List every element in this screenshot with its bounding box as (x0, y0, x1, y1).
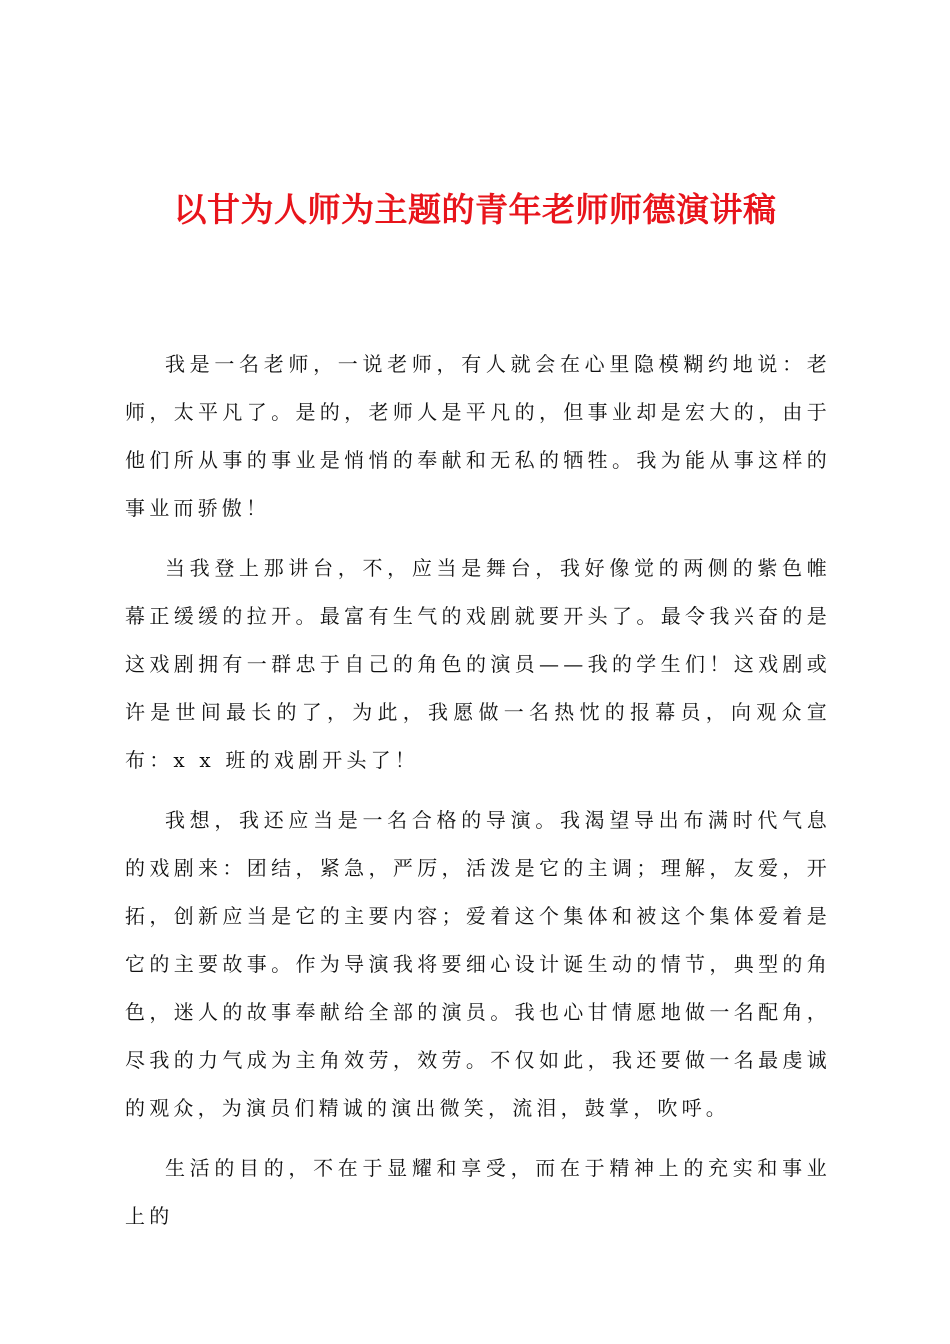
document-body (125, 340, 831, 1252)
body-paragraph-3: 我想，我还应当是一名合格的导演。我渴望导出布满时代气息的戏剧来：团结，紧急，严厉，活泼是它的主调；理解，友爱，开拓，创新应当是它的主要内容；爱着这个集体和被这个集体爱着是它的主要故事。作为导演我将要细心设计诞生动的情节，典型的角色，迷人的故事奉献给全部的演员。我也心甘情愿地做一名配角，尽我的力气成为主角效劳，效劳。不仅如此，我还要做一名最虔诚的观众，为演员们精诚的演出微笑，流泪，鼓掌，吹呼。 (125, 808, 831, 1120)
body-paragraph-1: 我是一名老师，一说老师，有人就会在心里隐模糊约地说：老师，太平凡了。是的，老师人是平凡的，但事业却是宏大的，由于他们所从事的事业是悄悄的奉献和无私的牺牲。我为能从事这样的事业而骄傲！ (125, 352, 831, 520)
body-paragraph-2: 当我登上那讲台，不，应当是舞台，我好像觉的两侧的紫色帷幕正缓缓的拉开。最富有生气的戏剧就要开头了。最令我兴奋的是这戏剧拥有一群忠于自己的角色的演员——我的学生们！这戏剧或许是世间最长的了，为此，我愿做一名热忱的报幕员，向观众宣布：x x 班的戏剧开头了！ (125, 556, 831, 772)
document-title: 以甘为人师为主题的青年老师师德演讲稿 (173, 190, 777, 229)
body-paragraph-4: 生活的目的，不在于显耀和享受，而在于精神上的充实和事业上的 (125, 1156, 831, 1228)
